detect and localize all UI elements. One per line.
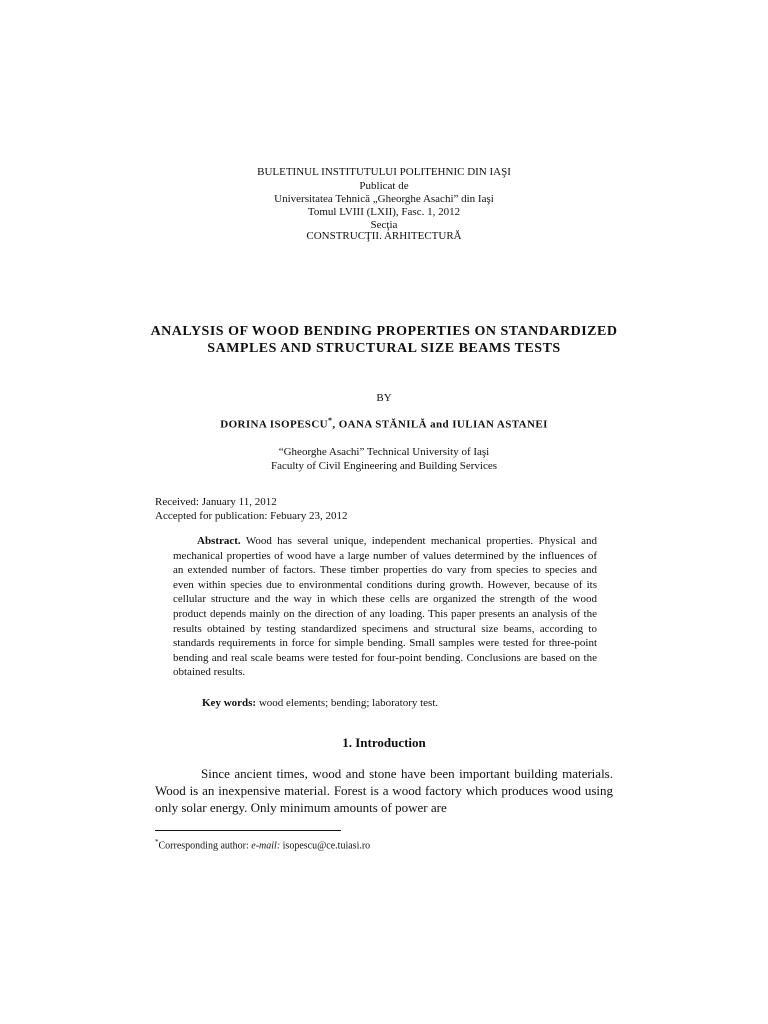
co-authors: , OANA STĂNILĂ and IULIAN ASTANEI [332, 418, 548, 431]
section-label: Secţia [370, 219, 398, 231]
university-name: Universitatea Tehnică „Gheorghe Asachi” din Iaşi [274, 193, 494, 205]
footnote [155, 838, 370, 851]
journal-name: BULETINUL INSTITUTULUI POLITEHNIC DIN IAŞI [257, 166, 511, 178]
publisher-label: Publicat de [359, 180, 409, 192]
abstract-text: Wood has several unique, independent mechanical properties. Physical and mechanical properties of wood have a large number of values determined by the influences of an extended number of factors. These timber properties do vary from species to species and even within species due to environmental conditions during growth. However, because of its cellular structure and the way in which these cells are organized the strength of the wood product depends mainly on the direction of any loading. This paper presents an analysis of the results obtained by testing standardized specimens and structural size beams, according to standards requirements in force for simple bending. Small samples were tested for three-point bending and real scale beams were tested for four-point bending. Conclusions are based on the obtained results. [173, 535, 597, 679]
volume-info: Tomul LVIII (LXII), Fasc. 1, 2012 [307, 206, 461, 218]
footnote-divider [155, 830, 341, 831]
abstract [173, 534, 597, 680]
keywords [202, 697, 438, 709]
email-link[interactable]: isopescu@ce.tuiasi.ro [282, 840, 371, 852]
keywords-label: Key words: [202, 697, 257, 709]
footnote-label: Corresponding author: [158, 840, 249, 852]
accepted-date: Accepted for publication: Febuary 23, 2012 [155, 510, 348, 522]
paper-title: ANALYSIS OF WOOD BENDING PROPERTIES ON STANDARDIZED SAMPLES AND STRUCTURAL SIZE BEAMS TESTS [150, 324, 618, 356]
affiliation-university: “Gheorghe Asachi” Technical University of Iaşi [278, 446, 490, 458]
received-date: Received: January 11, 2012 [155, 496, 277, 508]
email-label: e-mail: [251, 840, 281, 852]
section-name: CONSTRUCŢII. ARHITECTURĂ [306, 230, 462, 242]
keywords-text: wood elements; bending; laboratory test. [258, 697, 439, 709]
corresponding-mark: * [328, 416, 333, 425]
abstract-label: Abstract. [197, 535, 241, 547]
author-list [0, 416, 768, 431]
footnote-mark: * [155, 838, 159, 846]
by-label: BY [376, 392, 392, 404]
intro-paragraph: Since ancient times, wood and stone have been important building materials. Wood is an inexpensive material. Forest is a wood factory which produces wood using only solar energy. Only minimum amounts of power are [155, 766, 613, 815]
affiliation-faculty: Faculty of Civil Engineering and Building Services [270, 460, 498, 472]
author-name: DORINA ISOPESCU [220, 418, 329, 431]
section-heading: 1. Introduction [342, 735, 426, 750]
